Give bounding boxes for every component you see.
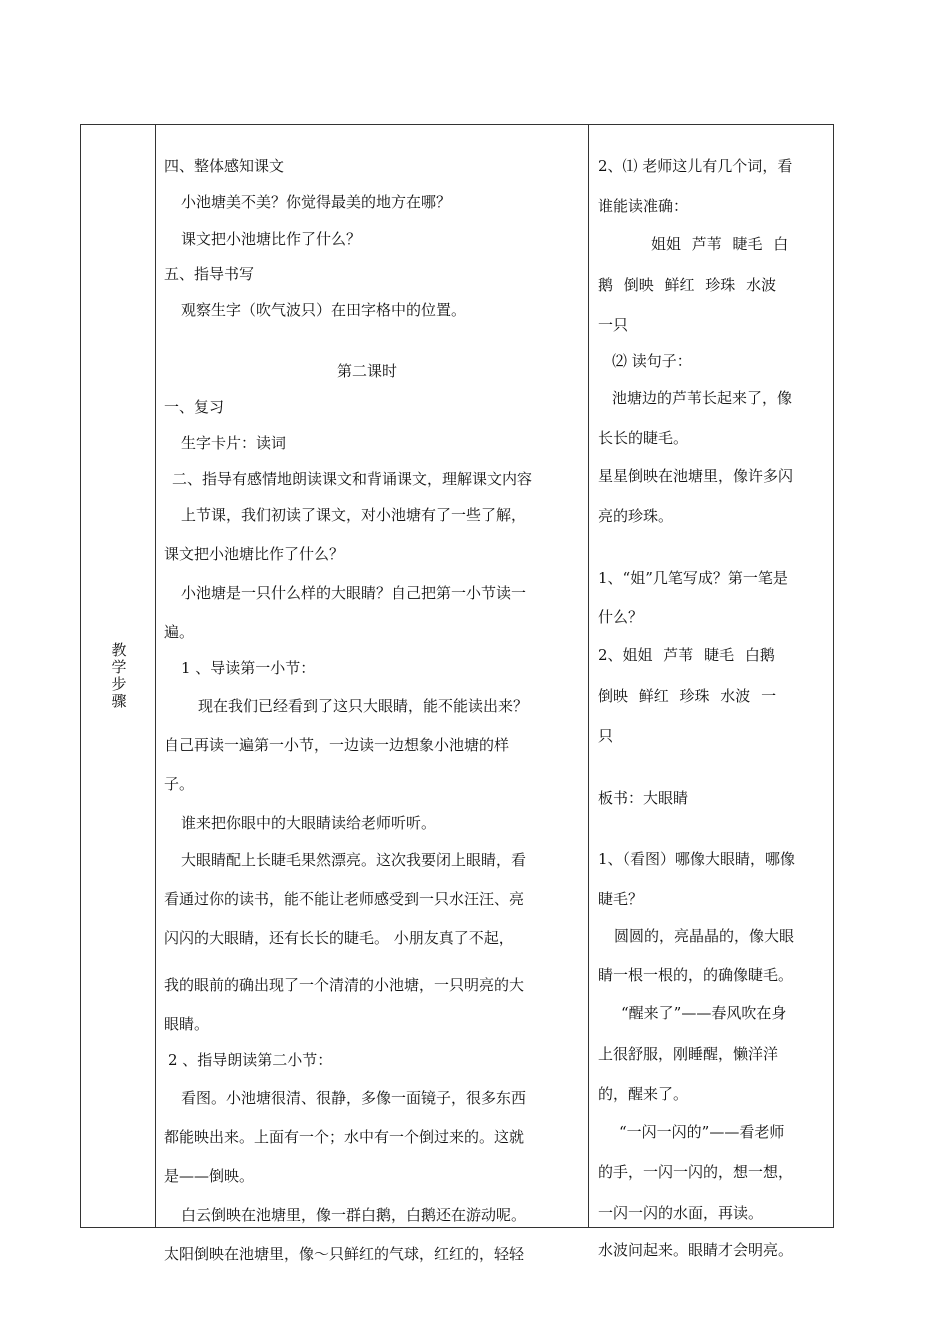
overflow-text-middle: 太阳倒映在池塘里，像～只鲜红的气球，红红的，轻轻 <box>164 1245 525 1263</box>
text-line: 是——倒映。 <box>164 1167 255 1185</box>
word-list: 2、姐姐 芦苇 睫毛 白鹅 <box>598 646 775 664</box>
text-line: 星星倒映在池塘里，像许多闪 <box>598 467 794 485</box>
text-line: 2、⑴ 老师这儿有几个词，看 <box>598 157 793 175</box>
heading-writing-guidance: 五、指导书写 <box>164 265 255 283</box>
subheading-first-section: 1 、导读第一小节： <box>181 659 316 677</box>
text-line: 现在我们已经看到了这只大眼睛，能不能读出来？ <box>198 697 529 715</box>
text-line: 课文把小池塘比作了什么？ <box>164 545 345 563</box>
text-line: 课文把小池塘比作了什么？ <box>181 230 362 248</box>
word-list: 只 <box>598 727 614 745</box>
text-line: 圆圆的，亮晶晶的，像大眼 <box>614 927 795 945</box>
subheading-read-sentences: ⑵ 读句子： <box>612 352 692 370</box>
word-list: 一只 <box>598 316 629 334</box>
section-title-second-lesson: 第二课时 <box>337 362 398 380</box>
text-line: 上节课，我们初读了课文，对小池塘有了一些了解， <box>181 506 527 524</box>
text-line: 看图。小池塘很清、很静，多像一面镜子，很多东西 <box>181 1089 527 1107</box>
text-line: 谁来把你眼中的大眼睛读给老师听听。 <box>181 814 437 832</box>
word-list: 倒映 鲜红 珍珠 水波 一 <box>598 687 777 705</box>
heading-reading-guidance: 二、指导有感情地朗读课文和背诵课文，理解课文内容 <box>172 470 533 488</box>
row-label-cell <box>99 125 139 1227</box>
subheading-second-section: 2 、指导朗读第二小节： <box>168 1051 333 1069</box>
text-line: 遍。 <box>164 623 195 641</box>
word-list: 姐姐 芦苇 睫毛 白 <box>651 235 789 253</box>
text-line: 看通过你的读书，能不能让老师感受到一只水汪汪、亮 <box>164 890 525 908</box>
text-line: 小池塘美不美？你觉得最美的地方在哪？ <box>181 193 452 211</box>
text-line: 谁能读准确： <box>598 197 689 215</box>
text-line: 我的眼前的确出现了一个清清的小池塘，一只明亮的大 <box>164 976 525 994</box>
text-line: 1、（看图）哪像大眼睛，哪像 <box>598 850 796 868</box>
text-line: 的手，一闪一闪的，想一想， <box>598 1163 794 1181</box>
text-line: 白云倒映在池塘里，像一群白鹅，白鹅还在游动呢。 <box>181 1206 527 1224</box>
text-line: 子。 <box>164 775 195 793</box>
text-line: 的，醒来了。 <box>598 1085 689 1103</box>
text-line: 睛一根一根的，的确像睫毛。 <box>598 966 794 984</box>
text-line: 一闪一闪的水面，再读。 <box>598 1204 764 1222</box>
text-line: 大眼睛配上长睫毛果然漂亮。这次我要闭上眼睛，看 <box>181 851 527 869</box>
text-line: 眼睛。 <box>164 1015 210 1033</box>
text-line: 闪闪的大眼睛，还有长长的睫毛。 小朋友真了不起， <box>164 929 514 947</box>
text-line: 长长的睫毛。 <box>598 429 689 447</box>
text-line: 池塘边的芦苇长起来了，像 <box>612 389 793 407</box>
text-line: 1、“姐”几笔写成？第一笔是 <box>598 569 788 587</box>
text-line: 自己再读一遍第一小节，一边读一边想象小池塘的样 <box>164 736 510 754</box>
row-label: 教学步骤 <box>109 642 128 710</box>
text-line: 观察生字（吹气波只）在田字格中的位置。 <box>181 301 467 319</box>
board-writing: 板书：大眼睛 <box>598 789 689 807</box>
text-line: 小池塘是一只什么样的大眼睛？自己把第一小节读一 <box>181 584 527 602</box>
overflow-text-right: 水波问起来。眼睛才会明亮。 <box>598 1241 794 1259</box>
column-divider-1 <box>155 125 156 1227</box>
text-line: 什么？ <box>598 608 644 626</box>
text-line: 上很舒服，刚睡醒，懒洋洋 <box>598 1045 779 1063</box>
text-line: “一闪一闪的”——看老师 <box>619 1123 785 1141</box>
text-line: 睫毛？ <box>598 890 644 908</box>
heading-review: 一、复习 <box>164 398 225 416</box>
text-line: 亮的珍珠。 <box>598 507 674 525</box>
column-divider-2 <box>588 125 589 1227</box>
word-list: 鹅 倒映 鲜红 珍珠 水波 <box>598 276 777 294</box>
text-line: 生字卡片：读词 <box>181 434 287 452</box>
heading-overall-perception: 四、整体感知课文 <box>164 157 285 175</box>
text-line: 都能映出来。上面有一个；水中有一个倒过来的。这就 <box>164 1128 525 1146</box>
text-line: “醒来了”——春风吹在身 <box>621 1004 787 1022</box>
